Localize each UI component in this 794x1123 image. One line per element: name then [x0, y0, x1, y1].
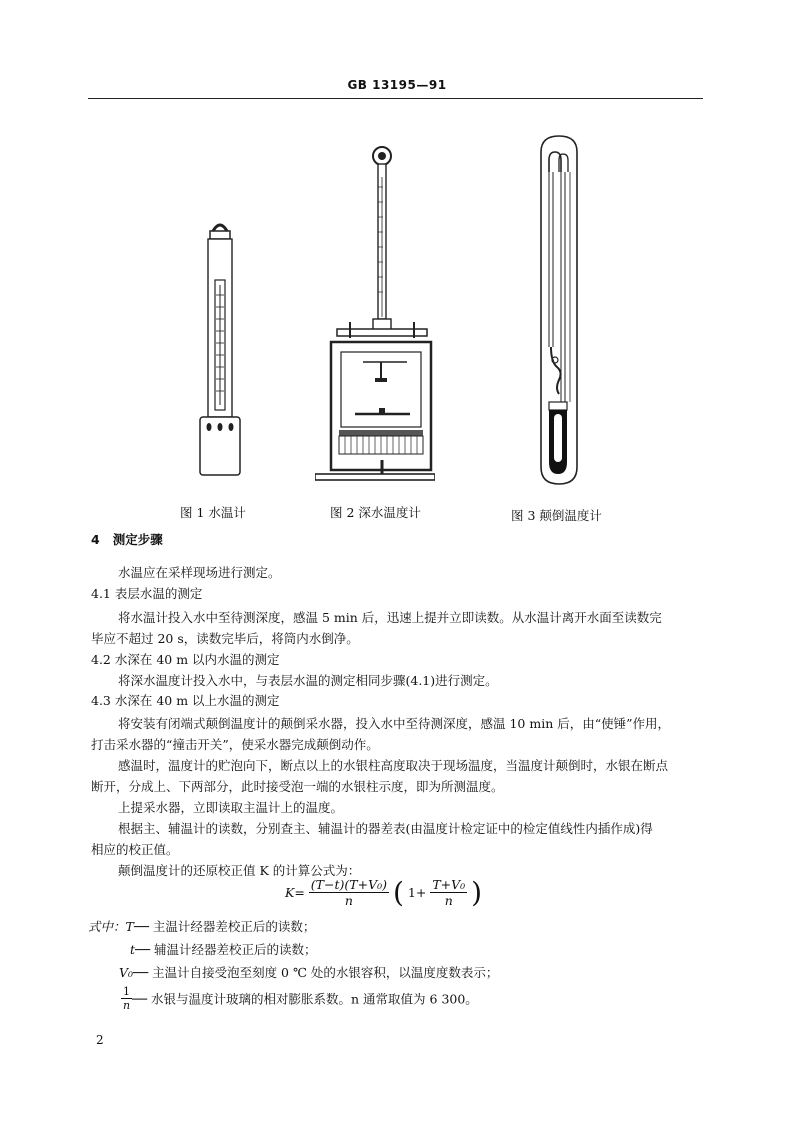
definition-fraction-num: 1	[123, 985, 130, 998]
definition-text: ── 主温计经器差校正后的读数；	[133, 919, 316, 934]
paragraph-4-3-2a: 感温时，温度计的贮泡向下，断点以上的水银柱高度取决于现场温度，当温度计颠倒时，水银在断点	[118, 758, 669, 773]
paragraph-4-3-5: 颠倒温度计的还原校正值 K 的计算公式为：	[118, 863, 361, 878]
page-number: 2	[96, 1033, 104, 1047]
figure-2-caption: 图 2 深水温度计	[330, 505, 421, 520]
definition-fraction-den: n	[122, 999, 131, 1012]
section-number: 4	[91, 532, 100, 547]
formula-numerator-1: (T−t)(T+V₀)	[310, 877, 387, 892]
deep-water-thermometer-figure	[315, 142, 435, 484]
water-thermometer-figure	[190, 215, 250, 480]
definition-inverse-n	[121, 985, 478, 1012]
formula-lhs: K=	[285, 885, 305, 900]
definition-fraction	[121, 985, 132, 1012]
section-heading	[91, 530, 163, 548]
formula-paren-open: (	[392, 876, 404, 909]
intro-paragraph: 水温应在采样现场进行测定。	[118, 565, 281, 580]
paragraph-4-1-line2: 毕应不超过 20 s，读数完毕后，将筒内水倒净。	[91, 631, 359, 646]
definition-T	[88, 917, 315, 935]
definition-symbol: V₀	[119, 965, 134, 980]
formula-paren-close: )	[471, 876, 483, 909]
formula-numerator-2: T+V₀	[432, 877, 466, 892]
reversing-thermometer-figure	[535, 132, 583, 490]
definition-V0	[119, 963, 498, 981]
correction-formula	[285, 876, 515, 916]
paragraph-4-3-2b: 断开，分成上、下两部分，此时接受泡一端的水银柱示度，即为所测温度。	[91, 779, 504, 794]
definition-text: ── 辅温计经器差校正后的读数；	[135, 942, 317, 957]
subsection-4-1-heading: 4.1 表层水温的测定	[91, 586, 203, 601]
definition-symbol: t	[130, 942, 136, 957]
subsection-4-3-heading: 4.3 水深在 40 m 以上水温的测定	[91, 693, 280, 708]
subsection-4-2-heading: 4.2 水深在 40 m 以内水温的测定	[91, 652, 280, 667]
paragraph-4-1-line1: 将水温计投入水中至待测深度，感温 5 min 后，迅速上提并立即读数。从水温计离开水面至读数完	[118, 610, 662, 625]
definition-symbol: 式中：T	[88, 919, 134, 934]
formula-fraction-2	[430, 877, 467, 908]
page-header: GB 13195—91	[347, 78, 447, 92]
paragraph-4-3-1b: 打击采水器的“撞击开关”，使采水器完成颠倒动作。	[91, 737, 379, 752]
paragraph-4-3-4a: 根据主、辅温计的读数，分别查主、辅温计的器差表(由温度计检定证中的检定值线性内插作成)得	[118, 821, 653, 836]
paragraph-4-3-1a: 将安装有闭端式颠倒温度计的颠倒采水器，投入水中至待测深度，感温 10 min 后，由“使锤”作用，	[118, 716, 671, 731]
formula-denominator-1: n	[344, 893, 353, 908]
paragraph-4-3-4b: 相应的校正值。	[91, 842, 179, 857]
header-rule	[88, 98, 703, 99]
formula-one-plus: 1+	[407, 885, 427, 900]
paragraph-4-2: 将深水温度计投入水中，与表层水温的测定相同步骤(4.1)进行测定。	[118, 673, 498, 688]
definition-text: ── 主温计自接受泡至刻度 0 ℃ 处的水银容积，以温度度数表示；	[133, 965, 499, 980]
section-title: 测定步骤	[112, 532, 163, 547]
formula-denominator-2: n	[444, 893, 453, 908]
figure-1-caption: 图 1 水温计	[180, 505, 246, 520]
definition-t	[130, 940, 317, 958]
definition-text: ── 水银与温度计玻璃的相对膨胀系数。n 通常取值为 6 300。	[132, 991, 478, 1007]
formula-fraction-1	[309, 877, 389, 908]
figure-3-caption: 图 3 颠倒温度计	[511, 508, 602, 523]
paragraph-4-3-3: 上提采水器，立即读取主温计上的温度。	[118, 800, 344, 815]
